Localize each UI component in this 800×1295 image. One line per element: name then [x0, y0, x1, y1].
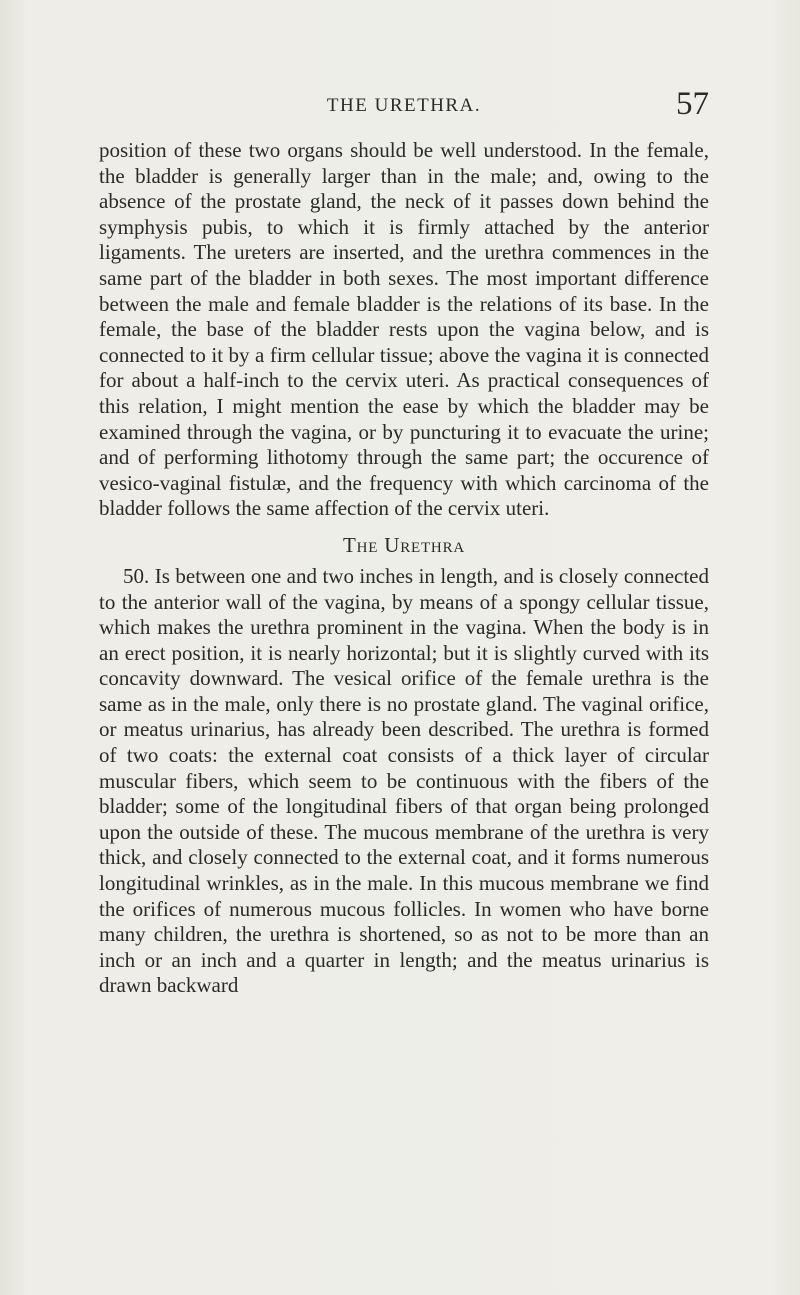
- section-heading-text: The Urethra: [342, 532, 466, 557]
- paragraph-continuation: position of these two organs should be well understood. In the female, the bladder is generally larger than in the male; and, owing to the absence of the prostate gland, the neck of it passes down behind the symphysis pubis, to which it is firmly attached by the anterior ligaments. The ureters are inserted, and the urethra commences in the same part of the bladder in both sexes. The most important difference between the male and female bladder is the relations of its base. In the female, the base of the bladder rests upon the vagina below, and is connected to it by a firm cellular tissue; above the vagina it is connected for about a half-inch to the cervix uteri. As practical consequences of this relation, I might mention the ease by which the bladder may be examined through the vagina, or by puncturing it to evacuate the urine; and of performing lithotomy through the same part; the occurence of vesico-vaginal fistulæ, and the frequency with which carcinoma of the bladder follows the same affection of the cervix uteri.: [99, 138, 709, 521]
- section-heading: [99, 532, 709, 558]
- body-text: [99, 138, 709, 999]
- running-title: THE URETHRA.: [326, 95, 482, 116]
- paragraph-section-50: 50. Is between one and two inches in length, and is closely connected to the anterior wall of the vagina, by means of a spongy cellular tissue, which makes the urethra prominent in the vagina. When the body is in an erect position, it is nearly horizontal; but it is slightly curved with its concavity downward. The vesical orifice of the female urethra is the same as in the male, only there is no prostate gland. The vaginal orifice, or meatus urinarius, has already been described. The urethra is formed of two coats: the external coat consists of a thick layer of circular muscular fibers, which seem to be continuous with the fibers of the bladder; some of the longitudinal fibers of that organ being prolonged upon the outside of these. The mucous membrane of the urethra is very thick, and closely connected to the external coat, and it forms numerous longitudinal wrinkles, as in the male. In this mucous membrane we find the orifices of numerous mucous follicles. In women who have borne many children, the urethra is shortened, so as not to be more than an inch or an inch and a quarter in length; and the meatus urinarius is drawn backward: [99, 563, 709, 998]
- page-number: 57: [676, 86, 709, 122]
- running-head: [99, 88, 709, 124]
